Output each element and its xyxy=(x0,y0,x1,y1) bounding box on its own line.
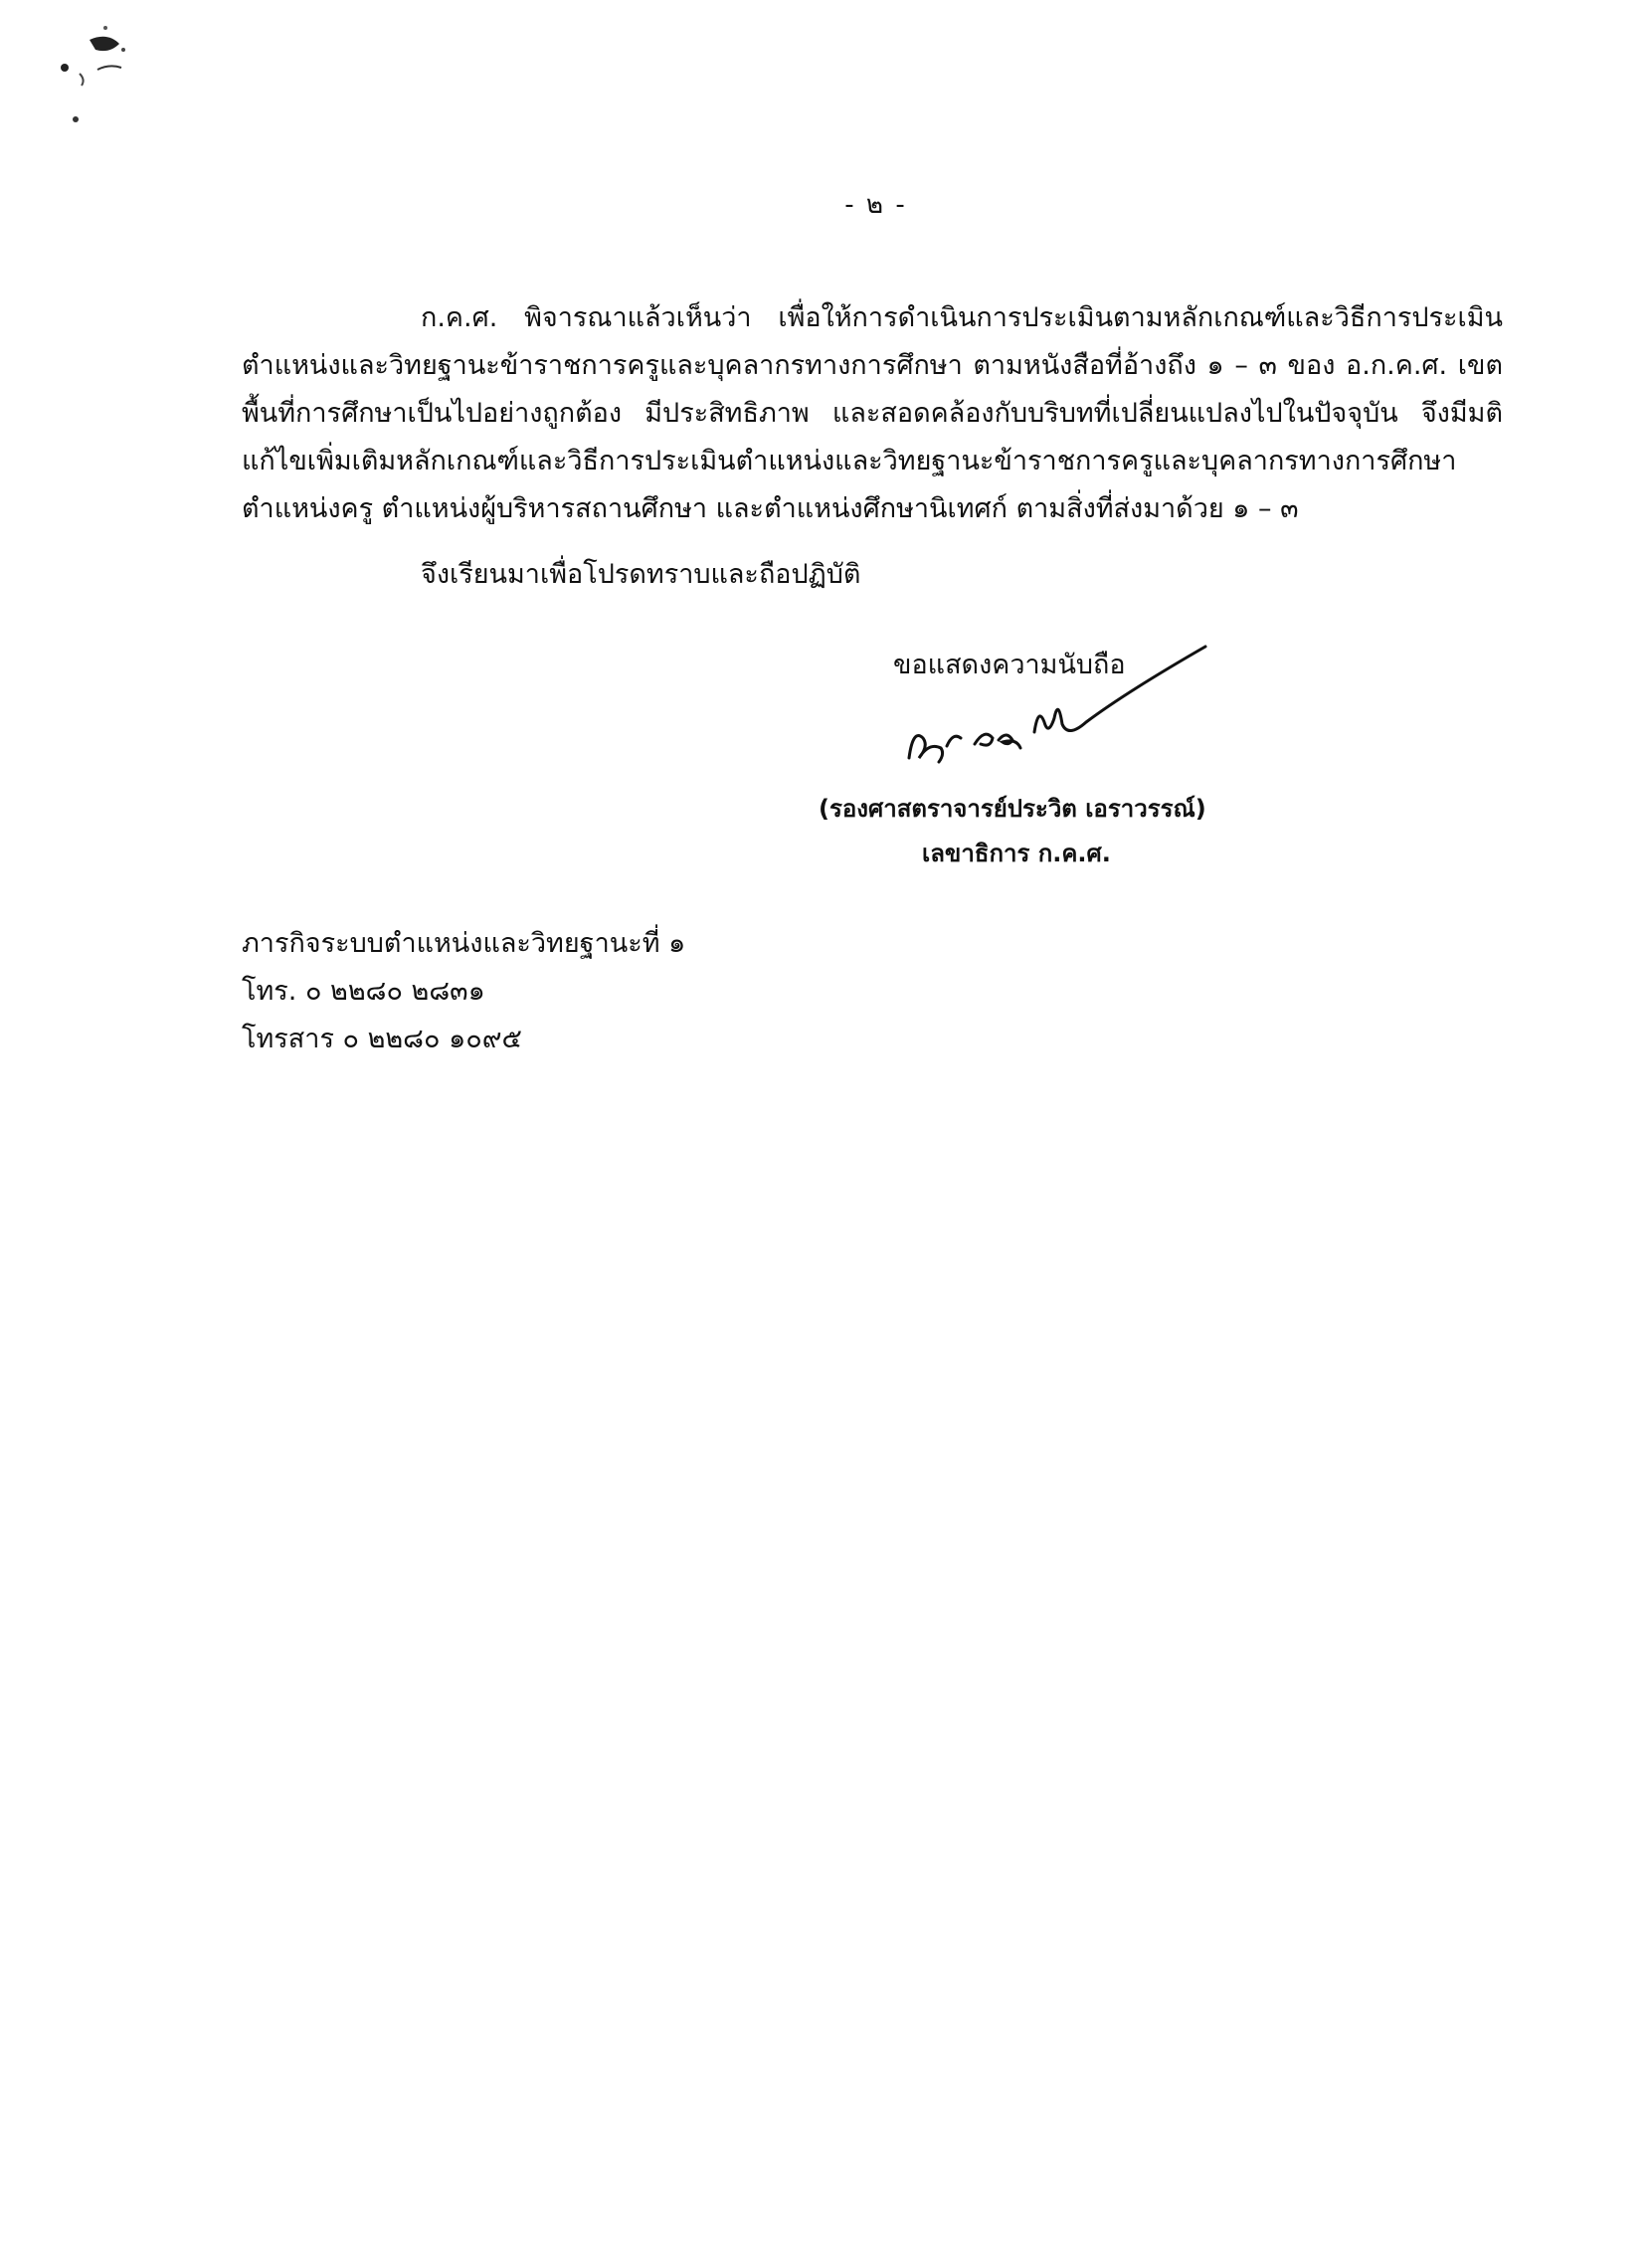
handwritten-signature xyxy=(885,637,1243,796)
signer-name: (รองศาสตราจารย์ประวิต เอราวรรณ์) xyxy=(819,795,1206,823)
phone-line: โทร. ๐ ๒๒๘๐ ๒๘๓๑ xyxy=(242,976,485,1007)
scan-artifact-specks xyxy=(20,10,159,139)
body-paragraph-resolution: ก.ค.ศ. พิจารณาแล้วเห็นว่า เพื่อให้การดำเนินการประเมินตามหลักเกณฑ์และวิธีการประเมินตำแหน่งและวิทยฐานะข้าราชการครูและบุคลากรทางการศึกษา ตามหนังสือที่อ้างถึง ๑ – ๓ ของ อ.ก.ค.ศ. เขตพื้นที่การศึกษาเป็นไปอย่างถูกต้อง มีประสิทธิภาพ และสอดคล้องกับบริบทที่เปลี่ยนแปลงไปในปัจจุบัน จึงมีมติแก้ไขเพิ่มเติมหลักเกณฑ์และวิธีการประเมินตำแหน่งและวิทยฐานะข้าราชการครูและบุคลากรทางการศึกษา ตำแหน่งครู ตำแหน่งผู้บริหารสถานศึกษา และตำแหน่งศึกษานิเทศก์ ตามสิ่งที่ส่งมาด้วย ๑ – ๓ xyxy=(242,302,1503,524)
letter-body xyxy=(242,294,1503,599)
department-line: ภารกิจระบบตำแหน่งและวิทยฐานะที่ ๑ xyxy=(242,928,686,959)
closing-salutation: ขอแสดงความนับถือ xyxy=(893,650,1126,680)
contact-footer xyxy=(242,920,685,1063)
body-paragraph-request: จึงเรียนมาเพื่อโปรดทราบและถือปฏิบัติ xyxy=(421,559,861,590)
fax-line: โทรสาร ๐ ๒๒๘๐ ๑๐๙๕ xyxy=(242,1024,522,1054)
signer-title: เลขาธิการ ก.ค.ศ. xyxy=(922,840,1111,867)
page-number: - ๒ - xyxy=(844,190,907,220)
